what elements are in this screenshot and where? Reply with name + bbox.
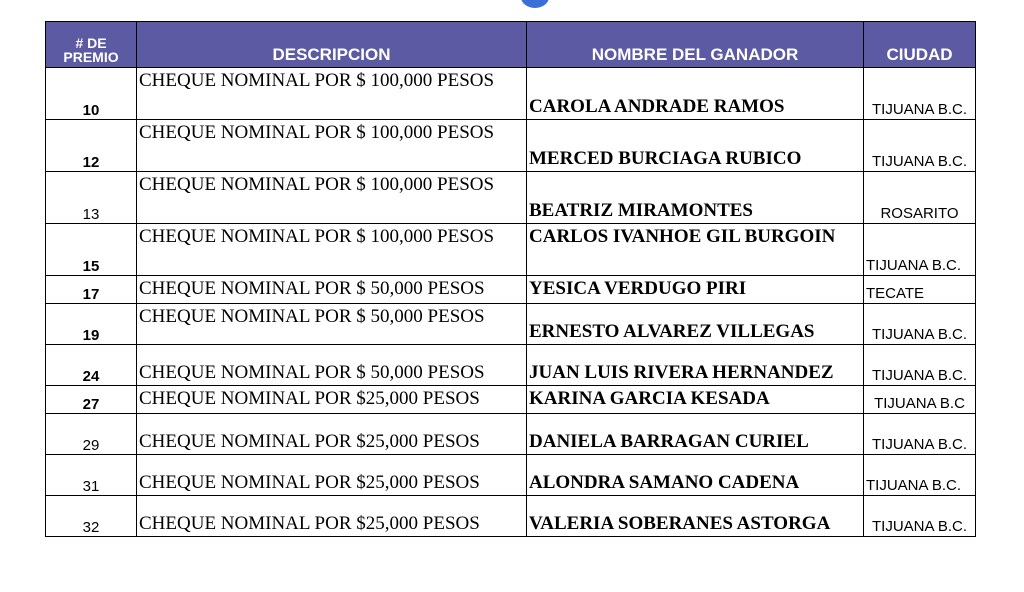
prize-description: CHEQUE NOMINAL POR $25,000 PESOS xyxy=(137,414,527,455)
winner-name: MERCED BURCIAGA RUBICO xyxy=(527,120,864,172)
table-row xyxy=(46,276,976,304)
table-row xyxy=(46,172,976,224)
winner-city: TIJUANA B.C. xyxy=(864,414,976,455)
prize-description: CHEQUE NOMINAL POR $ 50,000 PESOS xyxy=(137,276,527,304)
prize-number: 32 xyxy=(46,496,137,537)
prize-description: CHEQUE NOMINAL POR $ 100,000 PESOS xyxy=(137,172,527,224)
winner-city: TIJUANA B.C. xyxy=(864,68,976,120)
prize-number: 13 xyxy=(46,172,137,224)
winner-name: JUAN LUIS RIVERA HERNANDEZ xyxy=(527,345,864,386)
winner-city: TIJUANA B.C. xyxy=(864,224,976,276)
prize-number: 19 xyxy=(46,304,137,345)
winner-city: TIJUANA B.C xyxy=(864,386,976,414)
table-row xyxy=(46,304,976,345)
scroll-indicator-dot xyxy=(521,0,549,8)
prize-number: 31 xyxy=(46,455,137,496)
winner-name: DANIELA BARRAGAN CURIEL xyxy=(527,414,864,455)
prize-number: 15 xyxy=(46,224,137,276)
prize-description: CHEQUE NOMINAL POR $25,000 PESOS xyxy=(137,386,527,414)
table-row xyxy=(46,414,976,455)
winner-city: ROSARITO xyxy=(864,172,976,224)
prize-description: CHEQUE NOMINAL POR $ 100,000 PESOS xyxy=(137,120,527,172)
prize-description: CHEQUE NOMINAL POR $25,000 PESOS xyxy=(137,496,527,537)
prize-description: CHEQUE NOMINAL POR $ 100,000 PESOS xyxy=(137,68,527,120)
table-row xyxy=(46,120,976,172)
table-header-row xyxy=(46,22,976,68)
table-row xyxy=(46,496,976,537)
winner-city: TECATE xyxy=(864,276,976,304)
table-row xyxy=(46,455,976,496)
prize-number: 10 xyxy=(46,68,137,120)
prize-number: 27 xyxy=(46,386,137,414)
header-prize-number: # DE PREMIO xyxy=(46,22,137,68)
prize-number: 17 xyxy=(46,276,137,304)
header-description: DESCRIPCION xyxy=(137,22,527,68)
winner-city: TIJUANA B.C. xyxy=(864,455,976,496)
table-row xyxy=(46,386,976,414)
winner-name: CAROLA ANDRADE RAMOS xyxy=(527,68,864,120)
prize-number: 24 xyxy=(46,345,137,386)
winner-name: CARLOS IVANHOE GIL BURGOIN xyxy=(527,224,864,276)
winner-name: ALONDRA SAMANO CADENA xyxy=(527,455,864,496)
header-city: CIUDAD xyxy=(864,22,976,68)
winner-name: BEATRIZ MIRAMONTES xyxy=(527,172,864,224)
winner-name: KARINA GARCIA KESADA xyxy=(527,386,864,414)
prize-number: 12 xyxy=(46,120,137,172)
prize-number: 29 xyxy=(46,414,137,455)
winner-city: TIJUANA B.C. xyxy=(864,496,976,537)
winner-name: ERNESTO ALVAREZ VILLEGAS xyxy=(527,304,864,345)
winner-city: TIJUANA B.C. xyxy=(864,345,976,386)
table-row xyxy=(46,68,976,120)
header-winner-name: NOMBRE DEL GANADOR xyxy=(527,22,864,68)
prize-description: CHEQUE NOMINAL POR $ 50,000 PESOS xyxy=(137,304,527,345)
table-row xyxy=(46,345,976,386)
prize-description: CHEQUE NOMINAL POR $ 100,000 PESOS xyxy=(137,224,527,276)
winner-city: TIJUANA B.C. xyxy=(864,120,976,172)
prize-description: CHEQUE NOMINAL POR $25,000 PESOS xyxy=(137,455,527,496)
prize-description: CHEQUE NOMINAL POR $ 50,000 PESOS xyxy=(137,345,527,386)
winners-table xyxy=(45,21,976,537)
winner-name: YESICA VERDUGO PIRI xyxy=(527,276,864,304)
table-row xyxy=(46,224,976,276)
winner-name: VALERIA SOBERANES ASTORGA xyxy=(527,496,864,537)
winner-city: TIJUANA B.C. xyxy=(864,304,976,345)
